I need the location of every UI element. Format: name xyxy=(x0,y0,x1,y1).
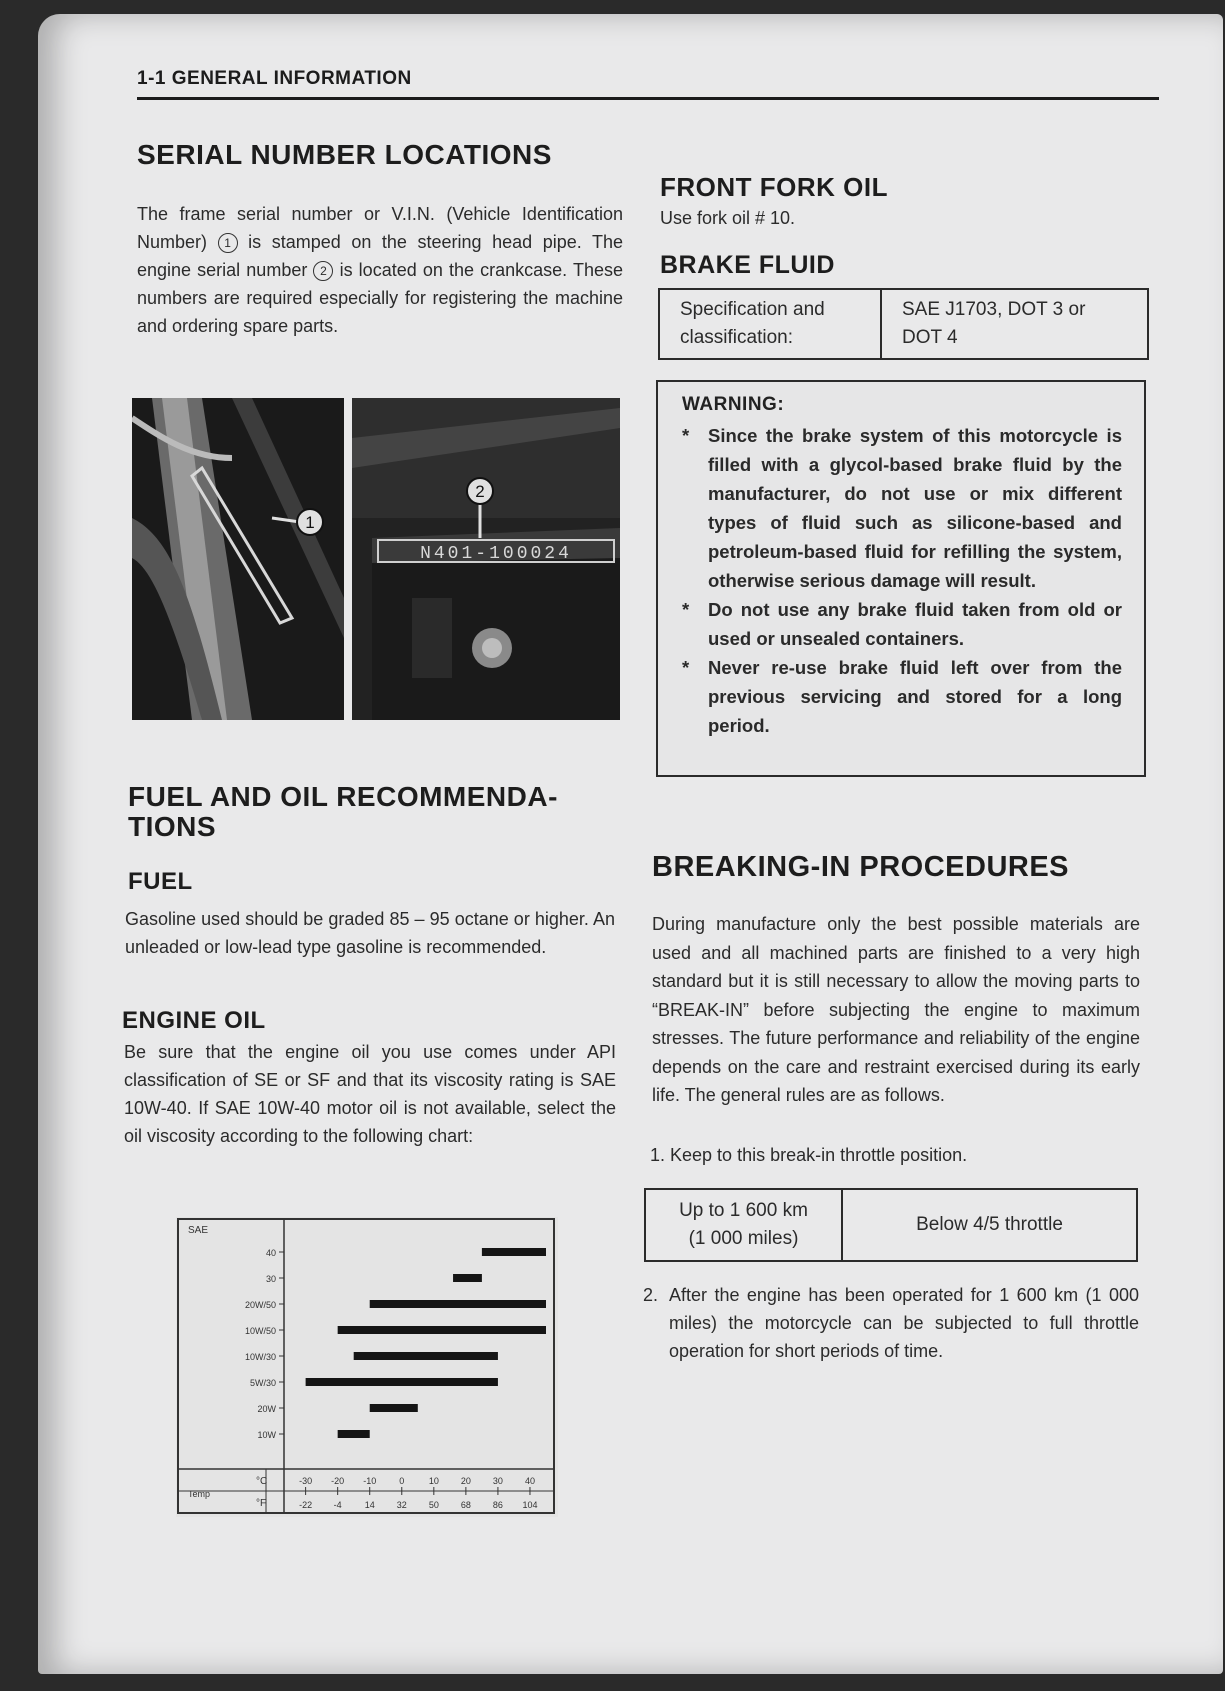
marker-2: 2 xyxy=(313,261,333,281)
engine-number-stamp: N401-100024 xyxy=(420,544,572,564)
brake-fluid-title: BRAKE FLUID xyxy=(660,251,835,279)
warning-title: WARNING: xyxy=(682,394,785,415)
chart-tick-c: 30 xyxy=(492,1476,503,1486)
chart-tick-f: 50 xyxy=(428,1500,439,1510)
engine-serial-photo-art xyxy=(352,398,620,720)
brake-fluid-table xyxy=(658,288,1149,360)
chart-tick-c: 40 xyxy=(524,1476,535,1486)
warning-bullet: * xyxy=(682,657,690,678)
warning-box xyxy=(656,380,1146,777)
viscosity-chart xyxy=(176,1217,558,1517)
chart-category-label: 10W/50 xyxy=(244,1326,276,1336)
engine-serial-photo xyxy=(352,398,620,720)
chart-category-label: 10W xyxy=(257,1430,276,1440)
breakin-table xyxy=(644,1188,1138,1262)
chart-category-label: 30 xyxy=(265,1274,276,1284)
warning-item-text: Do not use any brake fluid taken from old or used or unsealed containers. xyxy=(708,599,1122,649)
running-head: 1-1 GENERAL INFORMATION xyxy=(137,68,412,89)
chart-ylabel: SAE xyxy=(188,1225,209,1236)
fuel-oil-title-line1: FUEL AND OIL RECOMMENDA- xyxy=(128,781,558,812)
photo2-callout: 2 xyxy=(475,482,485,501)
chart-bar xyxy=(453,1274,482,1282)
brake-fluid-row xyxy=(659,289,1148,359)
step2-text: After the engine has been operated for 1 600 km (1 000 miles) the motorcycle can be subjected to full throttle operation for short periods of time. xyxy=(669,1285,1139,1361)
front-fork-title: FRONT FORK OIL xyxy=(660,172,888,202)
breakin-row xyxy=(645,1189,1137,1261)
photo1-callout: 1 xyxy=(305,513,315,532)
chart-bar xyxy=(354,1352,498,1360)
chart-tick-f: 86 xyxy=(492,1500,503,1510)
chart-xlabel: Temp xyxy=(188,1489,211,1499)
fuel-title: FUEL xyxy=(128,868,193,895)
brake-spec-value: SAE J1703, DOT 3 or DOT 4 xyxy=(881,289,1148,359)
chart-category-label: 5W/30 xyxy=(249,1378,276,1388)
frame-serial-photo-art xyxy=(132,398,344,720)
warning-bullet: * xyxy=(682,425,690,446)
chart-tick-c: 10 xyxy=(428,1476,439,1486)
brake-spec-label: Specification and classification: xyxy=(659,289,881,359)
chart-tick-f: -22 xyxy=(299,1500,313,1510)
breakin-distance-km: Up to 1 600 km xyxy=(679,1200,808,1221)
chart-bar xyxy=(338,1326,546,1334)
chart-category-label: 40 xyxy=(265,1248,276,1258)
chart-tick-f: 32 xyxy=(396,1500,407,1510)
warning-bullet: * xyxy=(682,599,690,620)
engine-oil-title: ENGINE OIL xyxy=(122,1007,266,1034)
fuel-text: Gasoline used should be graded 85 – 95 octane or higher. An unleaded or low-lead type gasoline is recommended. xyxy=(125,909,615,957)
chart-unit-f: °F xyxy=(256,1498,267,1509)
chart-tick-f: -4 xyxy=(333,1500,342,1510)
warning-item xyxy=(682,653,1122,740)
chart-tick-c: -10 xyxy=(363,1476,377,1486)
chart-tick-c: -20 xyxy=(331,1476,345,1486)
breakin-title: BREAKING-IN PROCEDURES xyxy=(652,851,1070,883)
chart-category-label: 20W/50 xyxy=(244,1300,276,1310)
serial-text-a: The frame serial number or V.I.N. (Vehicle Identification Number) xyxy=(137,204,623,252)
chart-tick-c: 20 xyxy=(460,1476,471,1486)
frame-serial-photo xyxy=(132,398,344,720)
serial-text-c: is located on the crankcase. These numbers are required especially for registering the machine and ordering spare parts. xyxy=(137,260,623,336)
chart-category-label: 10W/30 xyxy=(244,1352,276,1362)
step2-number: 2. xyxy=(643,1285,659,1305)
breakin-intro: During manufacture only the best possible materials are used and all machined parts are finished to a very high standard but it is still necessary to allow the moving parts to “BREAK-IN” before subjecting the engine to maximum stresses. The future performance and reliability of the engine depends on the care and restraint exercised during its early life. The general rules are as follows. xyxy=(652,914,1140,1105)
warning-item-text: Since the brake system of this motorcycle is filled with a glycol-based brake fluid by the manufacturer, do not use or mix different types of fluid such as silicone-based and petroleum-based fluid for refilling the system, otherwise serious damage will result. xyxy=(708,425,1122,591)
serial-text-b: is stamped on the steering head pipe. The engine serial number xyxy=(137,232,624,280)
serial-paragraph xyxy=(137,200,623,340)
warning-item xyxy=(682,595,1122,653)
viscosity-chart-svg xyxy=(176,1217,558,1517)
chart-bar xyxy=(370,1404,418,1412)
chart-tick-c: -30 xyxy=(299,1476,313,1486)
breakin-step2 xyxy=(643,1281,1139,1365)
chart-bar xyxy=(338,1430,370,1438)
warning-list xyxy=(682,421,1122,740)
breakin-distance xyxy=(645,1189,842,1261)
chart-category-label: 20W xyxy=(257,1404,276,1414)
chart-bar xyxy=(482,1248,546,1256)
engine-oil-text: Be sure that the engine oil you use comes under API classification of SE or SF and that its viscosity rating is SAE 10W-40. If SAE 10W-40 motor oil is not available, select the oil viscosity according to the following chart: xyxy=(124,1042,616,1146)
warning-item xyxy=(682,421,1122,595)
breakin-distance-miles: (1 000 miles) xyxy=(688,1228,799,1249)
chart-tick-f: 68 xyxy=(460,1500,471,1510)
fuel-oil-title-line2: TIONS xyxy=(128,811,217,842)
chart-tick-c: 0 xyxy=(399,1476,405,1486)
marker-1: 1 xyxy=(218,233,238,253)
chart-tick-f: 14 xyxy=(364,1500,375,1510)
chart-bar xyxy=(306,1378,498,1386)
header-rule xyxy=(137,97,1159,100)
fuel-oil-title xyxy=(128,782,618,842)
breakin-throttle: Below 4/5 throttle xyxy=(842,1189,1137,1261)
warning-item-text: Never re-use brake fluid left over from the previous servicing and stored for a long period. xyxy=(708,657,1122,736)
chart-bar xyxy=(370,1300,546,1308)
front-fork-text: Use fork oil # 10. xyxy=(660,208,796,228)
breakin-step1: 1. Keep to this break-in throttle position. xyxy=(650,1145,968,1165)
serial-title: SERIAL NUMBER LOCATIONS xyxy=(137,139,552,170)
chart-tick-f: 104 xyxy=(522,1500,538,1510)
chart-unit-c: °C xyxy=(256,1476,268,1487)
